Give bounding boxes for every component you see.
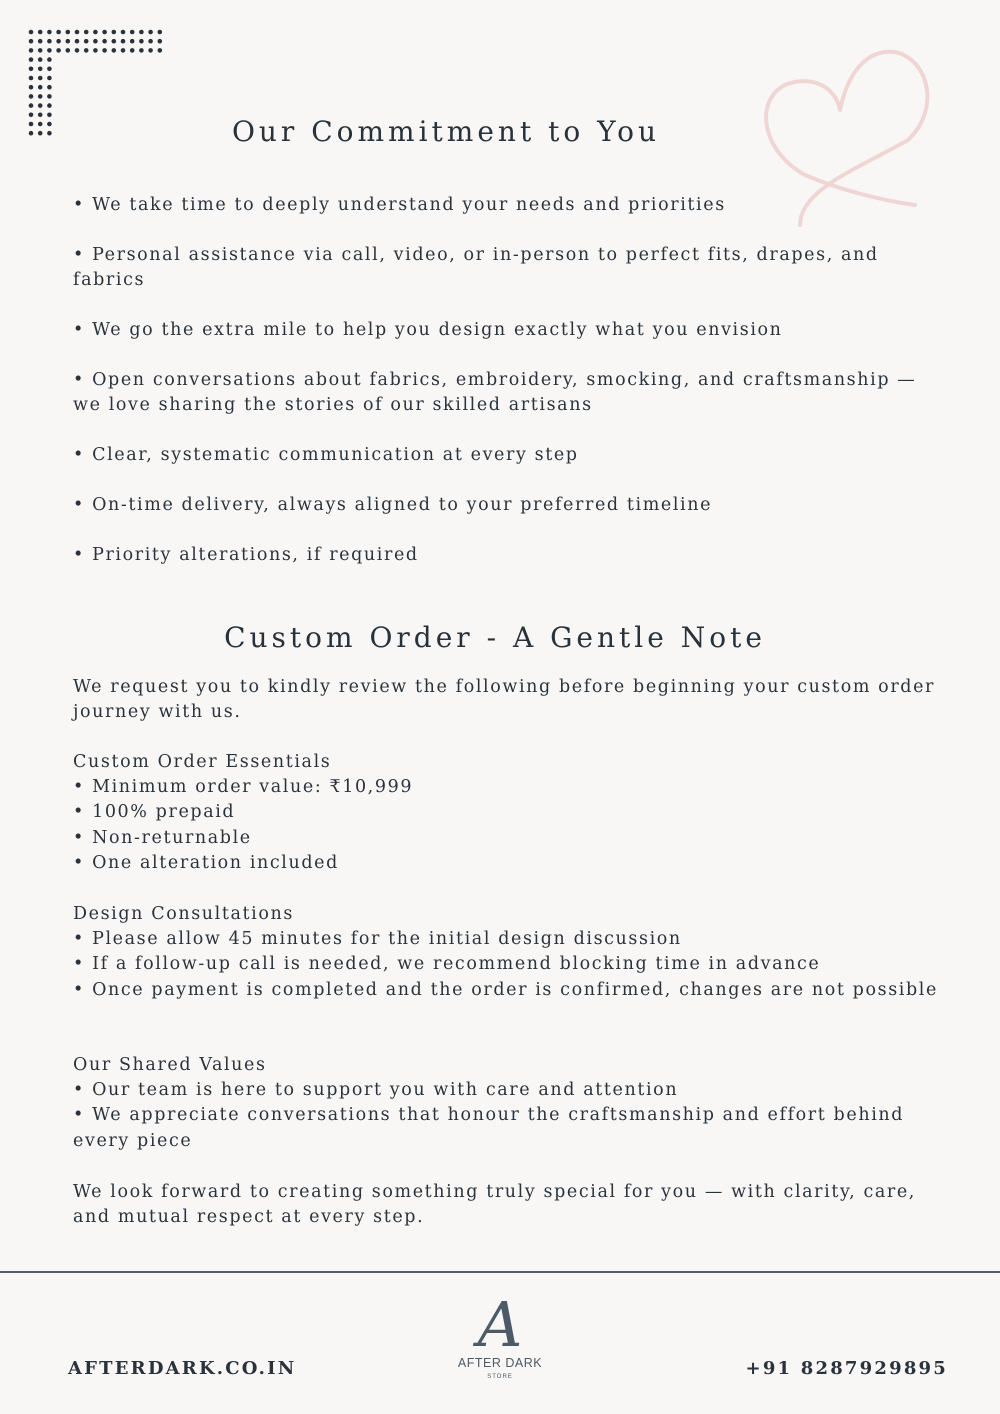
list-item: • Priority alterations, if required [73,545,419,565]
dot [148,30,153,35]
dot [93,48,98,53]
custom-order-intro: We request you to kindly review the following before beginning your custom order journey with us. [73,677,936,723]
dot [47,94,52,99]
list-item: • Open conversations about fabrics, embroidery, smocking, and craftsmanship — we love sharing the stories of our skilled artisans [73,370,917,415]
dot [75,30,80,35]
dot [102,48,107,53]
dot [130,30,135,35]
consultations-section [73,902,943,1003]
dot [47,76,52,81]
dot [139,30,144,35]
dot [38,85,43,90]
list-item: • If a follow-up call is needed, we recommend blocking time in advance [73,954,821,975]
dot [38,48,43,53]
list-item: • Once payment is completed and the order is confirmed, changes are not possible [73,979,938,1000]
logo-name: AFTER DARK [457,1356,543,1370]
dot [47,30,52,35]
dot [38,103,43,108]
commitment-list [73,193,933,568]
dot [56,48,61,53]
consultations-heading: Design Consultations [73,904,294,924]
dot [38,76,43,81]
dot [121,39,126,44]
dot [29,85,34,90]
dot [56,30,61,35]
dot [38,30,43,35]
dot [29,67,34,72]
dot [29,94,34,99]
dot [29,48,34,53]
dot [66,48,71,53]
list-item: • On-time delivery, always aligned to your preferred timeline [73,495,713,515]
dot [84,30,89,35]
list-item: • Clear, systematic communication at every step [73,445,579,465]
dot [112,39,117,44]
dot [29,57,34,62]
footer-divider [0,1271,1000,1273]
list-item: • Our team is here to support you with care and attention [73,1080,679,1101]
essentials-heading: Custom Order Essentials [73,752,332,772]
dot [47,48,52,53]
dot [139,39,144,44]
dot [84,48,89,53]
list-item: • We go the extra mile to help you design exactly what you envision [73,320,783,340]
website-link[interactable]: AFTERDARK.CO.IN [68,1358,297,1379]
dot [158,30,163,35]
logo-letter-graphic [440,1288,560,1358]
phone-number[interactable]: +91 8287929895 [745,1358,948,1379]
dot [47,67,52,72]
dot [75,39,80,44]
list-item: • We take time to deeply understand your needs and priorities [73,195,726,215]
dot [121,30,126,35]
dot [102,30,107,35]
dot [38,67,43,72]
commitment-title: Our Commitment to You [231,115,661,148]
dot [29,30,34,35]
dot [66,39,71,44]
list-item: • We appreciate conversations that honour the craftsmanship and effort behind every piece [73,1105,905,1151]
dot [130,48,135,53]
brand-logo [440,1288,560,1393]
logo-letter: A [477,1288,523,1358]
dot [158,39,163,44]
dot [148,48,153,53]
dot [47,39,52,44]
dot [112,30,117,35]
list-item: • One alteration included [73,852,339,873]
dot [29,39,34,44]
dot [38,39,43,44]
logo-subtitle: STORE [487,1374,513,1380]
essentials-section [73,750,943,876]
dot [84,39,89,44]
closing-paragraph: We look forward to creating something truly special for you — with clarity, care, and mutual respect at every step. [73,1182,916,1228]
list-item: • Personal assistance via call, video, or in-person to perfect fits, drapes, and fabrics [73,245,879,290]
dot [93,30,98,35]
list-item: • Non-returnable [73,827,252,848]
dot [102,39,107,44]
dot [148,39,153,44]
dot [56,39,61,44]
dot [47,103,52,108]
custom-order-title: Custom Order - A Gentle Note [224,621,766,654]
dot [158,48,163,53]
dot [29,103,34,108]
dot [112,48,117,53]
dot [93,39,98,44]
dot [75,48,80,53]
dot [66,30,71,35]
list-item: • Minimum order value: ₹10,999 [73,777,414,798]
dot [29,76,34,81]
list-item: • 100% prepaid [73,802,236,823]
dot [47,57,52,62]
dot [38,94,43,99]
values-heading: Our Shared Values [73,1055,267,1075]
dot [121,48,126,53]
dot [130,39,135,44]
dot [38,57,43,62]
dot [139,48,144,53]
dot [47,85,52,90]
list-item: • Please allow 45 minutes for the initial design discussion [73,929,682,950]
values-section [73,1053,943,1154]
